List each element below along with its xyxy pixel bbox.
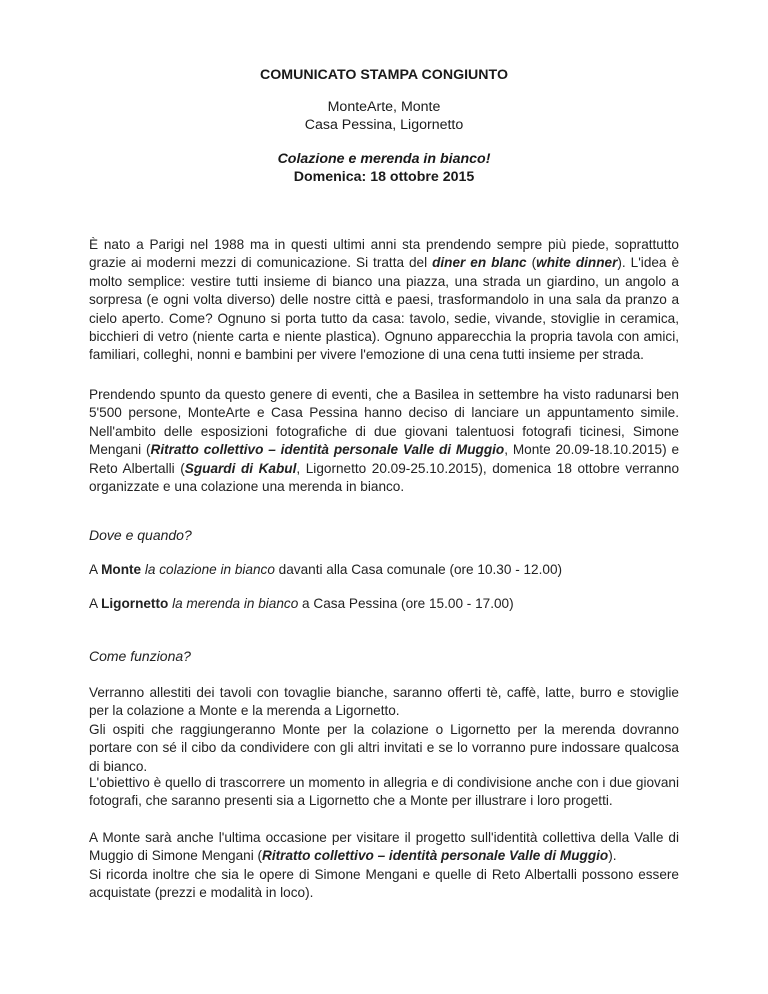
how-paragraph-3: A Monte sarà anche l'ultima occasione per visitare il progetto sull'identità collettiva della Valle di Muggio di Simone Mengani (Ritratto collettivo – identità personale Valle di Muggio). Si ricorda inoltre che sia le opere di Simone Mengani e quelle di Reto Albertalli possono essere acquistate (prezzi e modalità in loco). <box>89 830 679 901</box>
event-title: Colazione e merenda in bianco! <box>277 151 491 167</box>
intro-paragraph: È nato a Parigi nel 1988 ma in questi ultimi anni sta prendendo sempre più piede, soprattutto grazie ai moderni mezzi di comunicazione. Si tratta del diner en blanc (white dinner). L'idea è molto semplice: vestire tutti insieme di bianco una piazza, una strada un giardino, un angolo a sorpresa (e ogni volta diverso) delle nostre città e paesi, trasformandolo in una sala da pranzo a cielo aperto. Come? Ognuno si porta tutto da casa: tavolo, sedie, vivande, stoviglie in ceramica, bicchieri di vetro (niente carta e niente plastica). Ognuno apparecchia la propria tavola con amici, familiari, colleghi, nonni e bambini per vivere l'emozione di una cena tutti insieme per strada. <box>89 237 680 363</box>
how-paragraph-2: L'obiettivo è quello di trascorrere un momento in allegria e di condivisione anche con i due giovani fotografi, che saranno presenti sia a Ligornetto che a Monte per illustrare i loro progetti. <box>89 775 679 809</box>
where-when-heading: Dove e quando? <box>89 527 192 543</box>
organizer-ligornetto: Casa Pessina, Ligornetto <box>304 117 464 133</box>
how-it-works-heading: Come funziona? <box>89 648 191 664</box>
monte-schedule: A Monte la colazione in bianco davanti alla Casa comunale (ore 10.30 - 12.00) <box>89 562 563 577</box>
event-date: Domenica: 18 ottobre 2015 <box>293 169 475 185</box>
context-paragraph: Prendendo spunto da questo genere di eventi, che a Basilea in settembre ha visto radunarsi ben 5'500 persone, MonteArte e Casa Pessina hanno deciso di lanciare un appuntamento simile. Nell'ambito delle esposizioni fotografiche di due giovani talentuosi fotografi ticinesi, Simone Mengani (Ritratto collettivo – identità personale Valle di Muggio, Monte 20.09-18.10.2015) e Reto Albertalli (Sguardi di Kabul, Ligornetto 20.09-25.10.2015), domenica 18 ottobre verranno organizzate e una colazione una merenda in bianco. <box>89 387 680 495</box>
organizer-monte: MonteArte, Monte <box>327 99 441 115</box>
how-paragraph-1: Verranno allestiti dei tavoli con tovaglie bianche, saranno offerti tè, caffè, latte, burro e stoviglie per la colazione a Monte e la merenda a Ligornetto. Gli ospiti che raggiungeranno Monte per la colazione o Ligornetto per la merenda dovranno portare con sé il cibo da condividere con gli altri invitati e se lo vorranno pure indossare qualcosa di bianco. <box>89 685 679 774</box>
ligornetto-schedule: A Ligornetto la merenda in bianco a Casa Pessina (ore 15.00 - 17.00) <box>89 596 514 611</box>
press-release-title: COMUNICATO STAMPA CONGIUNTO <box>259 67 508 83</box>
